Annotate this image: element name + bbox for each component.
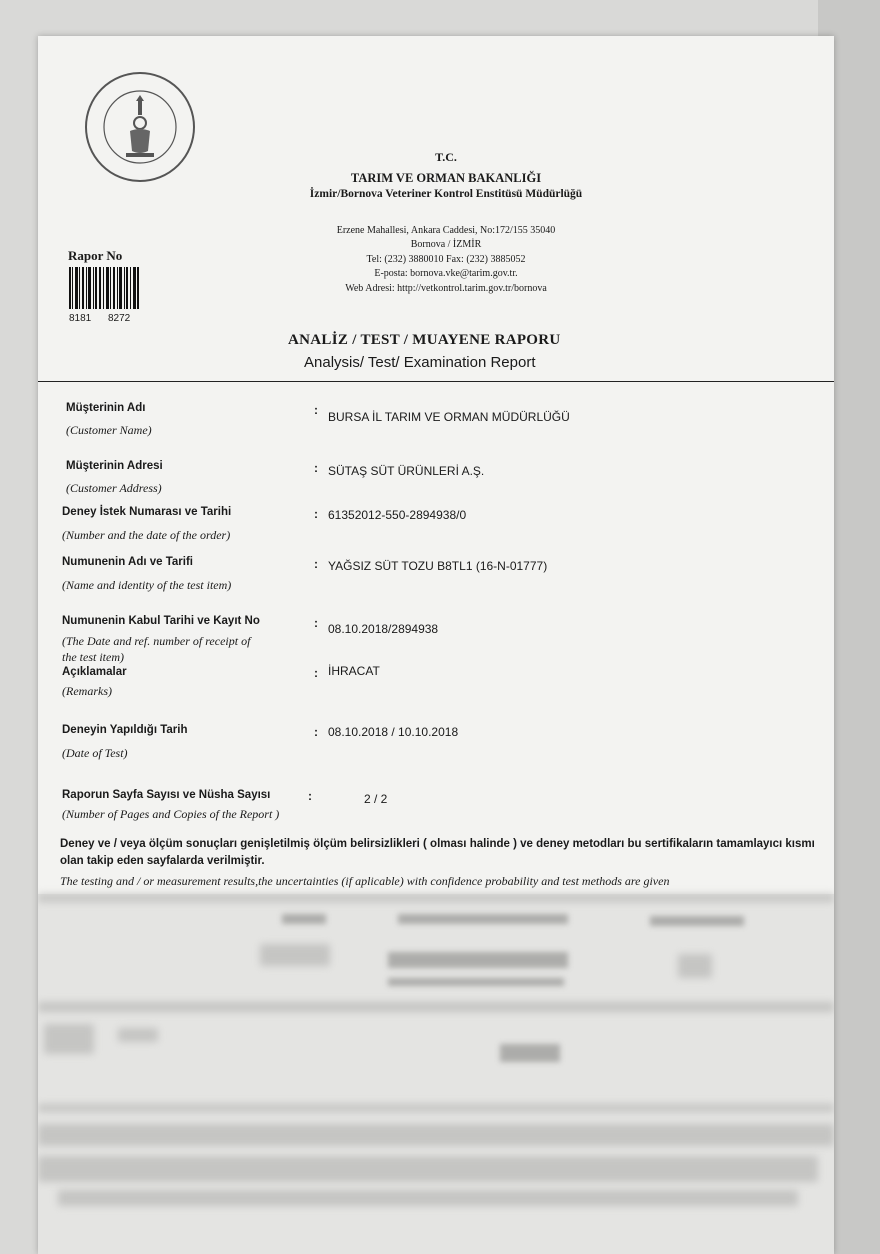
receipt-date-label: Numunenin Kabul Tarihi ve Kayıt No <box>62 615 260 627</box>
header-divider <box>38 381 834 382</box>
order-number-label: Deney İstek Numarası ve Tarihi <box>62 506 232 518</box>
field-colon: : <box>314 557 318 571</box>
web-line: Web Adresi: http://vetkontrol.tarim.gov.tr/bornova <box>345 283 547 294</box>
field-colon: : <box>314 666 318 680</box>
customer-address-value: SÜTAŞ SÜT ÜRÜNLERİ A.Ş. <box>328 464 485 478</box>
city-line: Bornova / İZMİR <box>410 239 482 250</box>
customer-name-value: BURSA İL TARIM VE ORMAN MÜDÜRLÜĞÜ <box>328 410 570 424</box>
order-number-label-en: (Number and the date of the order) <box>62 528 231 542</box>
tc-label: T.C. <box>435 150 457 164</box>
customer-name-label: Müşterinin Adı <box>66 402 146 414</box>
phone-line: Tel: (232) 3880010 Fax: (232) 3885052 <box>366 254 526 265</box>
institute-seal <box>84 71 196 183</box>
customer-address-label-en: (Customer Address) <box>66 481 162 495</box>
report-page <box>38 36 834 1254</box>
test-date-value: 08.10.2018 / 10.10.2018 <box>328 725 459 739</box>
redacted-area <box>38 894 834 1254</box>
remarks-value: İHRACAT <box>328 664 380 678</box>
remarks-label: Açıklamalar <box>62 666 127 678</box>
field-colon: : <box>314 725 318 739</box>
receipt-date-label-en-2: the test item) <box>62 650 124 664</box>
field-colon: : <box>314 461 318 475</box>
test-date-label: Deneyin Yapıldığı Tarih <box>62 724 188 736</box>
ministry-name: TARIM VE ORMAN BAKANLIĞI <box>350 171 542 185</box>
page-count-label-en: (Number of Pages and Copies of the Report ) <box>62 807 280 821</box>
address-line: Erzene Mahallesi, Ankara Caddesi, No:172/155 35040 <box>336 225 556 236</box>
order-number-value: 61352012-550-2894938/0 <box>328 508 467 522</box>
customer-address-label: Müşterinin Adresi <box>66 460 163 472</box>
report-barcode <box>68 267 140 309</box>
remarks-label-en: (Remarks) <box>62 684 112 698</box>
report-no-label: Rapor No <box>68 248 123 263</box>
report-no-part1: 8181 <box>69 313 92 324</box>
page-count-value: 2 / 2 <box>364 792 388 806</box>
institute-name: İzmir/Bornova Veteriner Kontrol Enstitüsü Müdürlüğü <box>309 188 583 200</box>
receipt-date-label-en: (The Date and ref. number of receipt of <box>62 634 251 648</box>
report-no-part2: 8272 <box>108 313 131 324</box>
test-date-label-en: (Date of Test) <box>62 746 128 760</box>
sample-name-value: YAĞSIZ SÜT TOZU B8TL1 (16-N-01777) <box>328 559 548 573</box>
field-colon: : <box>314 507 318 521</box>
results-note-en: The testing and / or measurement results,the uncertainties (if aplicable) with confidence probability and test methods are given <box>60 874 670 888</box>
report-title: ANALİZ / TEST / MUAYENE RAPORU <box>288 332 561 348</box>
field-colon: : <box>314 616 318 630</box>
field-colon: : <box>308 789 312 803</box>
field-colon: : <box>314 403 318 417</box>
email-line: E-posta: bornova.vke@tarim.gov.tr. <box>374 268 518 279</box>
receipt-date-value: 08.10.2018/2894938 <box>328 622 439 636</box>
sample-name-label-en: (Name and identity of the test item) <box>62 578 232 592</box>
page-count-label: Raporun Sayfa Sayısı ve Nüsha Sayısı <box>62 789 271 801</box>
customer-name-label-en: (Customer Name) <box>66 423 152 437</box>
results-note-tr: Deney ve / veya ölçüm sonuçları genişletilmiş ölçüm belirsizlikleri ( olması halinde ) ve deney metodları bu sertifikaların tamamlayıcı kısmı olan takip eden sayfalarda verilmiştir. <box>60 838 815 867</box>
sample-name-label: Numunenin Adı ve Tarifi <box>62 556 193 568</box>
report-subtitle: Analysis/ Test/ Examination Report <box>304 354 536 371</box>
